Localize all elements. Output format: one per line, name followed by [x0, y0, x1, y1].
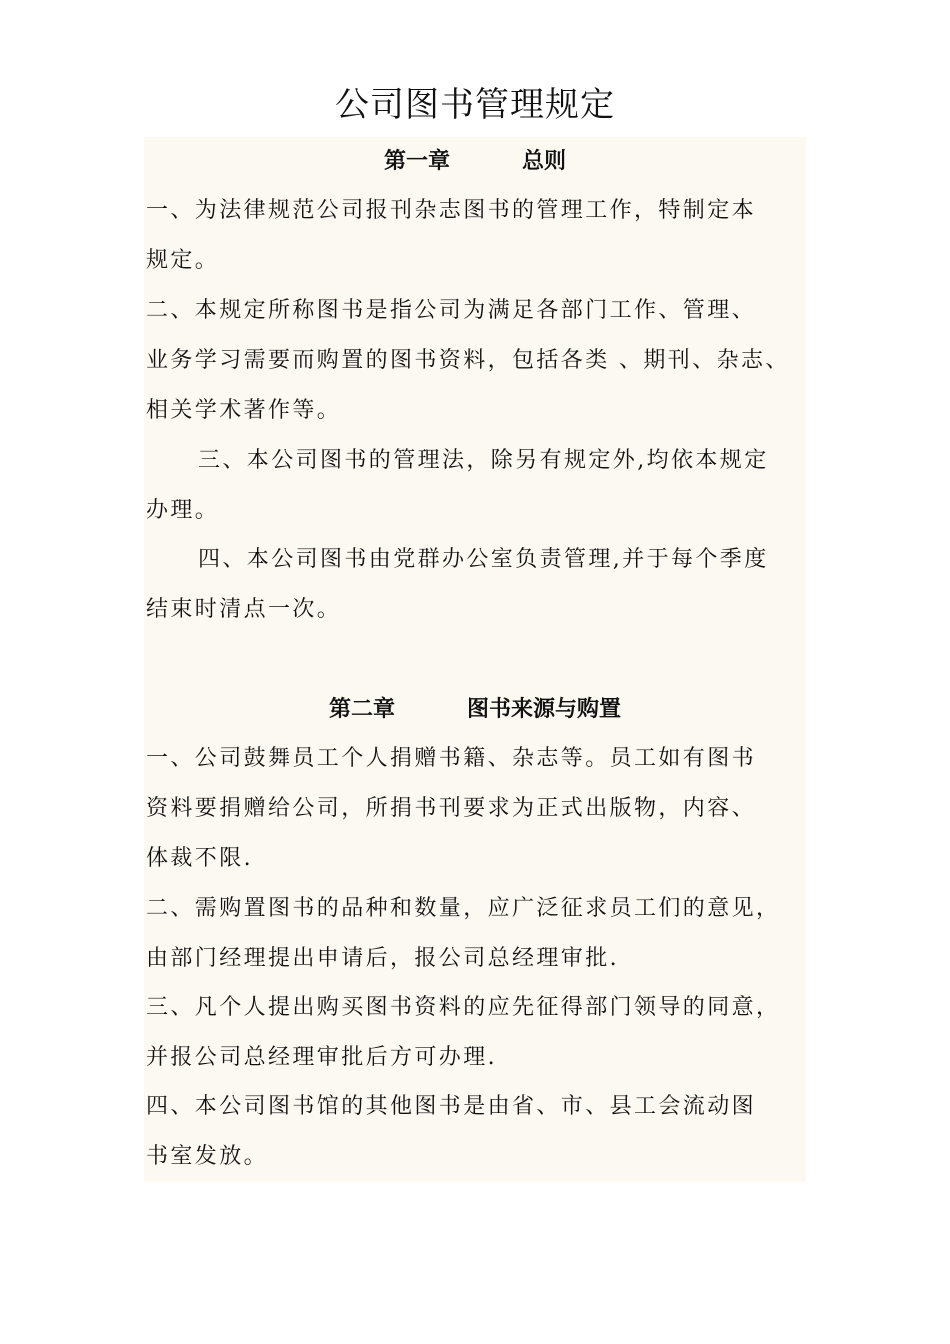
paragraph-line: 三、凡个人提出购买图书资料的应先征得部门领导的同意，	[146, 995, 781, 1020]
chapter-1-paragraph-1	[146, 186, 826, 286]
paragraph-line: 三、本公司图书的管理法，除另有规定外,均依本规定	[198, 448, 769, 473]
chapter-1-heading	[144, 141, 806, 181]
chapter-2-heading	[144, 689, 806, 729]
chapter-1-paragraph-2	[146, 286, 826, 436]
paragraph-line: 二、本规定所称图书是指公司为满足各部门工作、管理、	[146, 298, 757, 323]
paragraph-line: 资料要捐赠给公司，所捐书刊要求为正式出版物，内容、	[146, 796, 757, 821]
paragraph-line: 一、为法律规范公司报刊杂志图书的管理工作，特制定本	[146, 198, 757, 223]
paragraph-line: 二、需购置图书的品种和数量，应广泛征求员工们的意见，	[146, 896, 781, 921]
chapter-1-paragraph-4	[146, 535, 826, 635]
paragraph-line: 办理。	[146, 498, 220, 523]
chapter-2-paragraph-3	[146, 983, 826, 1083]
chapter-1-paragraph-3	[146, 436, 826, 536]
paragraph-line: 一、公司鼓舞员工个人捐赠书籍、杂志等。员工如有图书	[146, 746, 757, 771]
document-title: 公司图书管理规定	[335, 85, 615, 125]
paragraph-line: 四、本公司图书馆的其他图书是由省、市、县工会流动图	[146, 1094, 757, 1119]
chapter-2-number: 第二章	[328, 696, 395, 722]
paragraph-line: 相关学术著作等。	[146, 398, 342, 423]
paragraph-line: 规定。	[146, 248, 220, 273]
chapter-1-number: 第一章	[383, 148, 450, 174]
chapter-2-name: 图书来源与购置	[467, 696, 622, 722]
chapter-2-paragraph-2	[146, 884, 826, 984]
paragraph-line: 体裁不限.	[146, 846, 253, 871]
paragraph-line: 书室发放。	[146, 1144, 269, 1169]
paragraph-line: 并报公司总经理审批后方可办理.	[146, 1045, 497, 1070]
chapter-2-paragraph-1	[146, 734, 826, 884]
paragraph-line: 四、本公司图书由党群办公室负责管理,并于每个季度	[198, 547, 769, 572]
chapter-2-paragraph-4	[146, 1082, 826, 1182]
chapter-1-name: 总则	[522, 148, 567, 174]
paragraph-line: 结束时清点一次。	[146, 597, 342, 622]
paragraph-line: 业务学习需要而购置的图书资料，包括各类 、期刊、杂志、	[146, 348, 790, 373]
paragraph-line: 由部门经理提出申请后，报公司总经理审批.	[146, 946, 619, 971]
